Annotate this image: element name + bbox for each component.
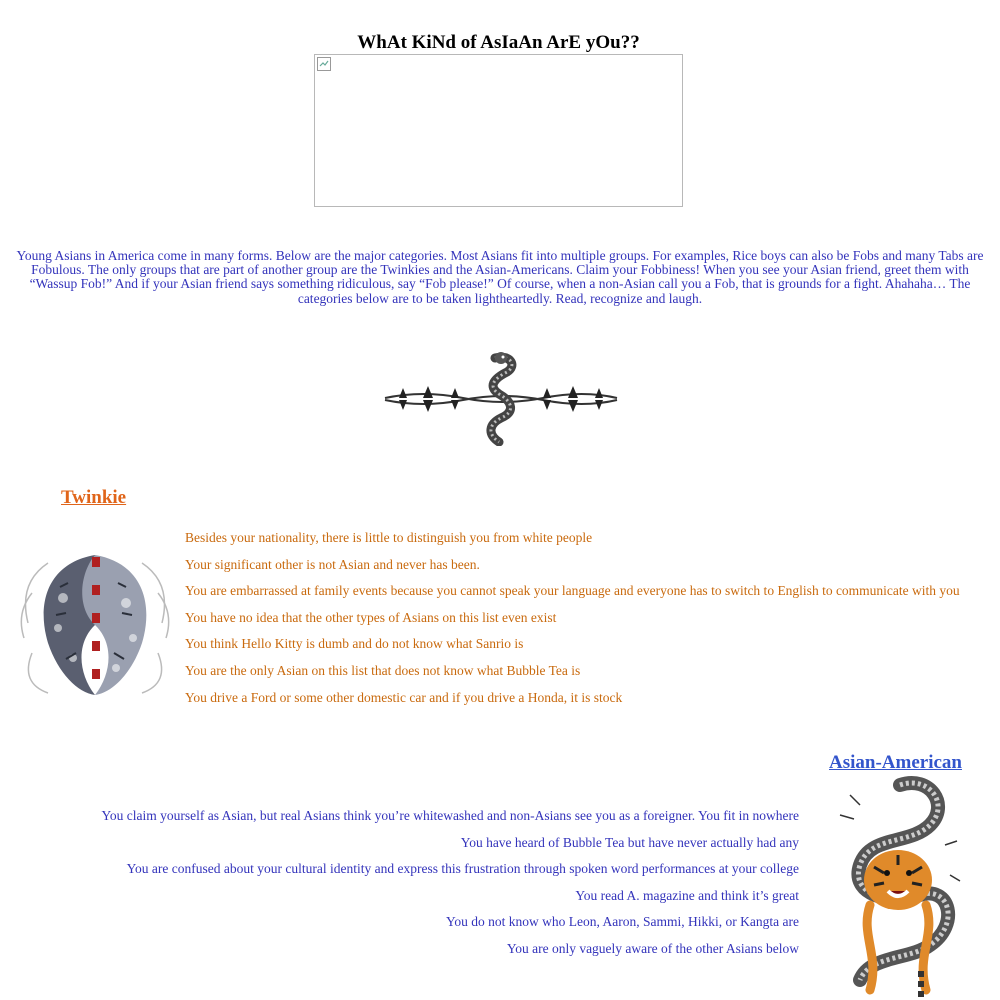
- twinkie-trait: Besides your nationality, there is little to distinguish you from white people: [185, 530, 593, 545]
- twinkie-trait: You are embarrassed at family events because you cannot speak your language and everyone has to switch to English to communicate with you: [185, 583, 960, 599]
- page-title: WhAt KiNd of AsIaAn ArE yOu??: [357, 32, 640, 53]
- dragon-barbed-wire-banner: [383, 350, 619, 446]
- dragon-and-tiger-image: [830, 775, 965, 1000]
- asian-american-heading[interactable]: Asian-American: [829, 752, 962, 773]
- twinkie-trait: You think Hello Kitty is dumb and do not know what Sanrio is: [185, 636, 524, 652]
- intro-paragraph: Young Asians in America come in many forms. Below are the major categories. Most Asians fit into multiple groups. For examples, Rice boys can also be Fobs and many Tabs are Fobulous. The only groups that are part of another group are the Twinkies and the Asian-Americans. Claim your Fobbiness! When you see your Asian friend, greet them with “Wassup Fob!” And if your Asian friend says something ridiculous, say “Fob please!” Of course, when a non-Asian call you a Fob, that is grounds for a fight. Ahahaha… The categories below are to be taken lightheartedly. Read, recognize and laugh.: [16, 248, 984, 306]
- asian-american-trait: You do not know who Leon, Aaron, Sammi, Hikki, or Kangta are: [446, 914, 799, 930]
- twinkie-trait: Your significant other is not Asian and never has been.: [185, 556, 480, 572]
- broken-image-icon: [317, 57, 331, 71]
- asian-american-trait: You have heard of Bubble Tea but have never actually had any: [460, 834, 799, 850]
- broken-image-placeholder: [314, 54, 683, 207]
- asian-american-trait: You claim yourself as Asian, but real Asians think you’re whitewashed and non-Asians see you as a foreigner. You fit in nowhere: [101, 808, 799, 823]
- asian-american-trait: You are confused about your cultural identity and express this frustration through spoken word performances at your college: [126, 861, 799, 877]
- dragon-tiger-yin-yang-image: [18, 543, 172, 705]
- twinkie-trait: You drive a Ford or some other domestic car and if you drive a Honda, it is stock: [185, 689, 623, 705]
- asian-american-trait-list: [101, 808, 799, 968]
- twinkie-trait: You are the only Asian on this list that does not know what Bubble Tea is: [185, 662, 581, 678]
- twinkie-trait-list: [185, 530, 960, 716]
- twinkie-heading[interactable]: Twinkie: [61, 487, 127, 508]
- twinkie-trait: You have no idea that the other types of Asians on this list even exist: [185, 609, 557, 625]
- asian-american-trait: You are only vaguely aware of the other Asians below: [506, 940, 799, 956]
- asian-american-trait: You read A. magazine and think it’s great: [575, 887, 799, 903]
